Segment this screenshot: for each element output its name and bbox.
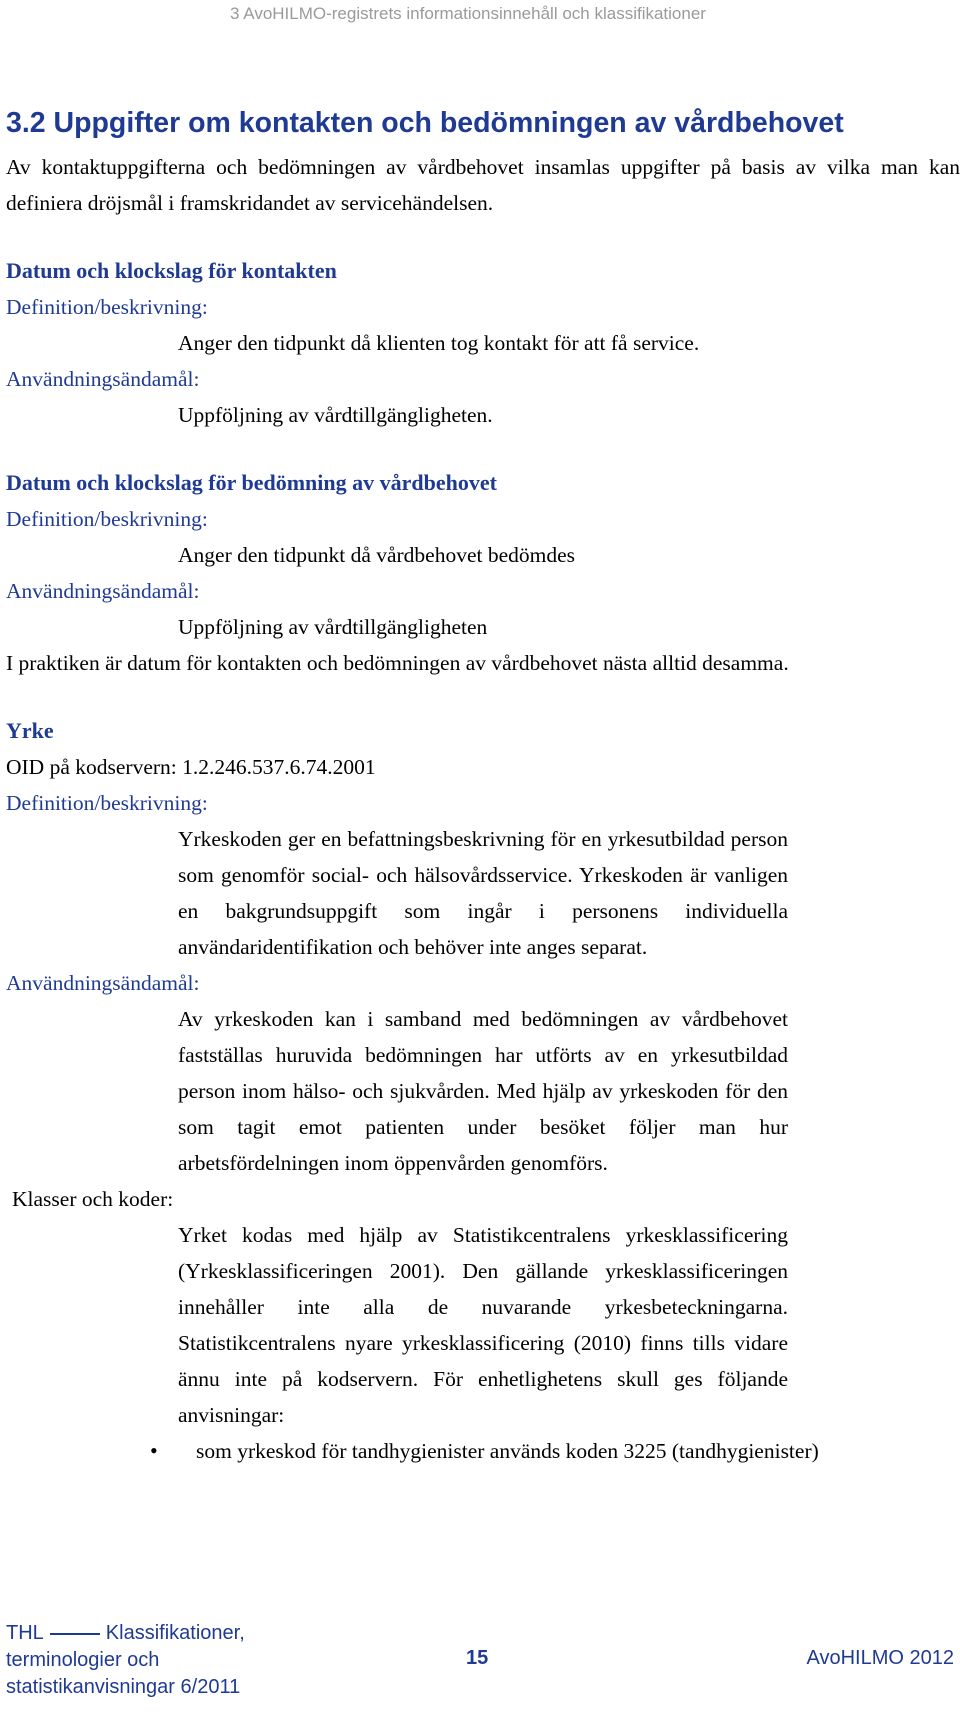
usage-label: Användningsändamål: <box>6 367 200 391</box>
section-intro: Av kontaktuppgifterna och bedömningen av vårdbehovet insamlas uppgifter på basis av vilka man kan definiera dröjsmål i framskridandet av servicehändelsen. <box>6 155 960 215</box>
usage-text: Av yrkeskoden kan i samband med bedömningen av vårdbehovet fastställas huruvida bedömningen har utförts av en yrkesutbildad person inom hälso- och sjukvården. Med hjälp av yrkeskoden för den som tagit emot patienten under besöket följer man hur arbetsfördelningen inom öppenvården genomförs. <box>178 1007 788 1175</box>
classes-label: Klasser och koder: <box>12 1187 174 1211</box>
usage-label: Användningsändamål: <box>6 579 200 603</box>
page-number: 15 <box>466 1647 489 1669</box>
usage-text: Uppföljning av vårdtillgängligheten. <box>178 403 493 427</box>
footer-publisher-line2: terminologier och <box>6 1649 160 1671</box>
usage-label: Användningsändamål: <box>6 971 200 995</box>
section-title: 3.2 Uppgifter om kontakten och bedömningen av vårdbehovet <box>6 107 844 139</box>
footer-publisher-line1: Klassifikationer, <box>105 1622 245 1644</box>
definition-label: Definition/beskrivning: <box>6 295 208 319</box>
definition-label: Definition/beskrivning: <box>6 791 208 815</box>
footer-publisher-line3: statistikanvisningar 6/2011 <box>6 1676 241 1698</box>
definition-text: Yrkeskoden ger en befattningsbeskrivning för en yrkesutbildad person som genomför social- och hälsovårdsservice. Yrkeskoden är vanligen en bakgrundsuppgift som ingår i personens individuella användaridentifikation och behöver inte anges separat. <box>178 827 788 959</box>
bullet-icon: • <box>150 1438 158 1463</box>
field-contact-datetime <box>6 253 960 433</box>
usage-text: Uppföljning av vårdtillgängligheten <box>178 615 488 639</box>
field-assessment-datetime <box>6 465 960 681</box>
definition-text: Anger den tidpunkt då vårdbehovet bedömdes <box>178 543 576 567</box>
running-header: 3 AvoHILMO-registrets informationsinnehåll och klassifikationer <box>230 4 706 23</box>
footer-publisher <box>6 1620 306 1701</box>
definition-label: Definition/beskrivning: <box>6 507 208 531</box>
footer-dash <box>50 1633 100 1635</box>
classes-text: Yrket kodas med hjälp av Statistikcentralens yrkesklassificering (Yrkesklassificeringen 2001). Den gällande yrkesklassificeringen innehåller inte alla de nuvarande yrkesbeteckningarna. Statistikcentralens nyare yrkesklassificering (2010) finns tills vidare ännu inte på kodservern. För enhetlighetens skull ges följande anvisningar: <box>178 1223 788 1427</box>
note-text: I praktiken är datum för kontakten och bedömningen av vårdbehovet nästa alltid desamma. <box>6 651 789 675</box>
definition-text: Anger den tidpunkt då klienten tog kontakt för att få service. <box>178 331 700 355</box>
field-title: Datum och klockslag för kontakten <box>6 258 337 283</box>
list-item <box>6 1433 960 1469</box>
field-profession <box>6 713 960 1469</box>
list-item-text: som yrkeskod för tandhygienister används koden 3225 (tandhygienister) <box>196 1439 819 1463</box>
page-footer <box>6 1620 960 1715</box>
field-title: Yrke <box>6 718 54 743</box>
oid-text: OID på kodservern: 1.2.246.537.6.74.2001 <box>6 755 376 779</box>
footer-publisher-thl: THL <box>6 1622 44 1644</box>
field-title: Datum och klockslag för bedömning av vårdbehovet <box>6 470 497 495</box>
footer-doc-name: AvoHILMO 2012 <box>806 1647 954 1669</box>
document-body <box>6 105 960 1469</box>
